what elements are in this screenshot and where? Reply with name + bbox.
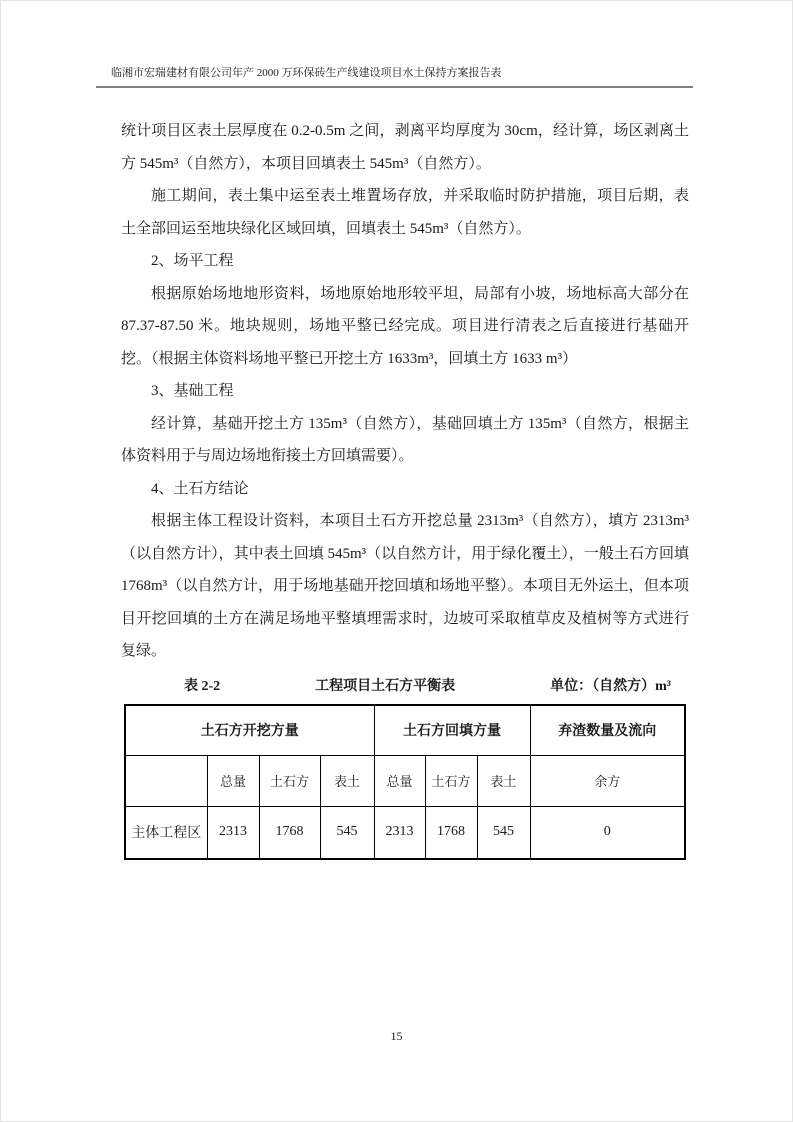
table-caption bbox=[124, 672, 684, 702]
paragraph-site-leveling: 根据原始场地地形资料，场地原始地形较平坦，局部有小坡，场地标高大部分在 87.37-87.50 米。地块规则，场地平整已经完成。项目进行清表之后直接进行基础开挖。（根据主体资料场地平整已开挖土方 1633m³，回填土方 1633 m³） bbox=[121, 285, 689, 367]
paragraph-topsoil-continued: 统计项目区表土层厚度在 0.2-0.5m 之间，剥离平均厚度为 30cm，经计算，场区剥离土方 545m³（自然方），本项目回填表土 545m³（自然方）。 bbox=[121, 123, 689, 172]
value-cell-excavation-total: 2313 bbox=[207, 806, 259, 859]
value-cell-surplus: 0 bbox=[530, 806, 685, 859]
value-cell-backfill-topsoil: 545 bbox=[477, 806, 530, 859]
table-caption-unit: 单位：（自然方）m³ bbox=[550, 679, 671, 694]
group-header-spoil: 弃渣数量及流向 bbox=[530, 705, 685, 755]
paragraph-foundation: 经计算，基础开挖土方 135m³（自然方），基础回填土方 135m³（自然方，根据主体资料用于与周边场地衔接土方回填需要）。 bbox=[121, 415, 689, 464]
header-rule-divider bbox=[96, 86, 693, 88]
table-group-header-row bbox=[125, 705, 685, 755]
table-row-main-project-area bbox=[125, 806, 685, 859]
section-heading-site-leveling: 2、场平工程 bbox=[151, 253, 234, 269]
earthwork-balance-table bbox=[124, 704, 686, 860]
value-cell-backfill-earthrock: 1768 bbox=[425, 806, 477, 859]
running-header-title: 临湘市宏瑞建材有限公司年产 2000 万环保砖生产线建设项目水土保持方案报告表 bbox=[111, 67, 502, 79]
row-label-cell: 主体工程区 bbox=[125, 806, 207, 859]
document-body bbox=[121, 115, 689, 668]
group-header-backfill: 土石方回填方量 bbox=[374, 705, 530, 755]
value-cell-excavation-topsoil: 545 bbox=[320, 806, 374, 859]
group-header-excavation: 土石方开挖方量 bbox=[125, 705, 374, 755]
subheader-excavation-total: 总量 bbox=[207, 755, 259, 806]
paragraph-topsoil-storage: 施工期间，表土集中运至表土堆置场存放，并采取临时防护措施，项目后期，表土全部回运至地块绿化区域回填，回填表土 545m³（自然方）。 bbox=[121, 188, 689, 237]
subheader-surplus: 余方 bbox=[530, 755, 685, 806]
subheader-excavation-topsoil: 表土 bbox=[320, 755, 374, 806]
value-cell-backfill-total: 2313 bbox=[374, 806, 425, 859]
section-heading-foundation: 3、基础工程 bbox=[151, 383, 234, 399]
value-cell-excavation-earthrock: 1768 bbox=[259, 806, 320, 859]
table-caption-label: 表 2-2 bbox=[184, 679, 221, 694]
subheader-backfill-topsoil: 表土 bbox=[477, 755, 530, 806]
page-number: 15 bbox=[390, 1029, 403, 1043]
subheader-blank bbox=[125, 755, 207, 806]
earthwork-balance-table-section bbox=[124, 672, 684, 860]
paragraph-earthwork-conclusion: 根据主体工程设计资料，本项目土石方开挖总量 2313m³（自然方），填方 2313m³（以自然方计），其中表土回填 545m³（以自然方计，用于绿化覆土），一般土石方回填 1768m³（以自然方计，用于场地基础开挖回填和场地平整）。本项目无外运土，但本项目开挖回填的土方在满足场地平整填埋需求时，边坡可采取植草皮及植树等方式进行复绿。 bbox=[121, 513, 689, 659]
subheader-backfill-earthrock: 土石方 bbox=[425, 755, 477, 806]
table-caption-title: 工程项目土石方平衡表 bbox=[315, 679, 456, 694]
subheader-excavation-earthrock: 土石方 bbox=[259, 755, 320, 806]
section-heading-earthwork-conclusion: 4、土石方结论 bbox=[151, 480, 249, 497]
subheader-backfill-total: 总量 bbox=[374, 755, 425, 806]
table-subheader-row bbox=[125, 755, 685, 806]
